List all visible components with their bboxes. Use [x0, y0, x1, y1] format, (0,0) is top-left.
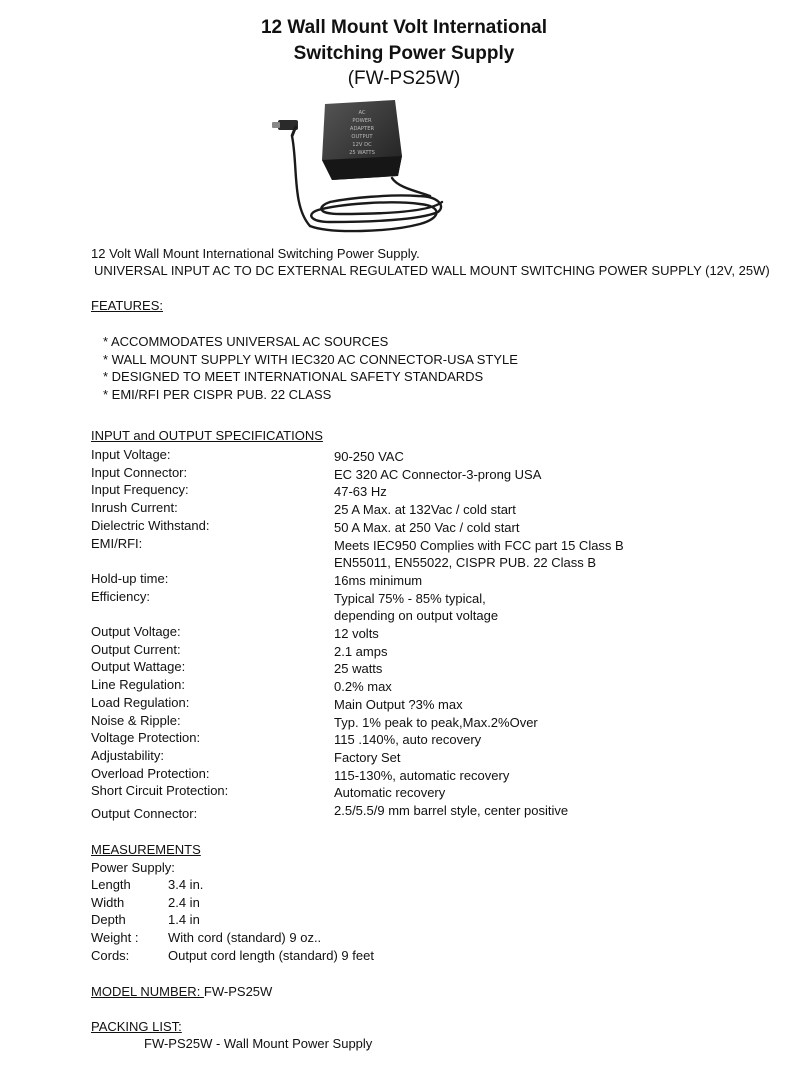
model-code-title: (FW-PS25W): [347, 68, 461, 89]
spec-value: 115-130%, automatic recovery: [334, 767, 510, 783]
spec-value: Main Output ?3% max: [334, 696, 463, 712]
spec-label: Voltage Protection:: [91, 730, 201, 746]
measurement-value: Output cord length (standard) 9 feet: [168, 947, 374, 963]
spec-label: Output Wattage:: [91, 659, 186, 675]
spec-value: 16ms minimum: [334, 572, 423, 588]
spec-value: Typ. 1% peak to peak,Max.2%Over: [334, 714, 538, 730]
adapter-label-text: ADAPTER: [349, 126, 375, 132]
spec-label: Dielectric Withstand:: [91, 517, 210, 533]
adapter-label-text: POWER: [352, 118, 372, 124]
spec-label: Input Connector:: [91, 464, 188, 480]
spec-label: Input Frequency:: [91, 482, 189, 498]
spec-label: Line Regulation:: [91, 677, 185, 693]
spec-label: Efficiency:: [91, 588, 151, 604]
features-heading: FEATURES:: [91, 298, 163, 313]
spec-value: 12 volts: [334, 626, 379, 641]
model-number-label: MODEL NUMBER:: [91, 984, 204, 999]
spec-value: 90-250 VAC: [334, 449, 404, 464]
measurement-value: 1.4 in: [168, 912, 200, 928]
intro-description: UNIVERSAL INPUT AC TO DC EXTERNAL REGULATED WALL MOUNT SWITCHING POWER SUPPLY (12V, 25W): [94, 263, 770, 278]
spec-label: EMI/RFI:: [91, 535, 143, 551]
spec-label: Noise & Ripple:: [91, 712, 181, 728]
adapter-label-text: AC: [358, 110, 366, 116]
packing-heading: PACKING LIST:: [91, 1019, 182, 1034]
spec-label: Output Voltage:: [91, 624, 181, 639]
spec-value: Meets IEC950 Complies with FCC part 15 Class B: [334, 537, 624, 553]
measurements-subheading: Power Supply:: [91, 860, 175, 875]
spec-value: 2.1 amps: [334, 643, 388, 659]
adapter-label-text: OUTPUT: [351, 134, 373, 140]
spec-value: Automatic recovery: [334, 785, 446, 801]
spec-label: Inrush Current:: [91, 500, 178, 516]
model-number: [91, 984, 272, 1000]
measurement-value: 3.4 in.: [168, 877, 204, 892]
power-adapter-image: [270, 96, 450, 236]
spec-value: 25 watts: [334, 661, 383, 677]
page-title-line2: Switching Power Supply: [293, 43, 515, 64]
feature-item: * ACCOMMODATES UNIVERSAL AC SOURCES: [103, 334, 389, 349]
measurement-label: Depth: [91, 912, 126, 928]
measurement-label: Width: [91, 894, 125, 910]
spec-value-cont: EN55011, EN55022, CISPR PUB. 22 Class B: [334, 555, 597, 571]
spec-label: Overload Protection:: [91, 765, 210, 781]
feature-item: * DESIGNED TO MEET INTERNATIONAL SAFETY STANDARDS: [103, 369, 484, 385]
spec-label: Hold-up time:: [91, 570, 169, 586]
specs-heading: INPUT and OUTPUT SPECIFICATIONS: [91, 428, 323, 443]
intro-line: 12 Volt Wall Mount International Switching Power Supply.: [91, 246, 420, 261]
adapter-label-text: 25 WATTS: [349, 150, 375, 156]
spec-label: Adjustability:: [91, 747, 164, 763]
measurement-label: Cords:: [91, 947, 130, 963]
spec-label: Output Connector:: [91, 806, 198, 821]
packing-item: FW-PS25W - Wall Mount Power Supply: [144, 1036, 373, 1051]
measurement-label: Weight :: [91, 930, 139, 946]
spec-value: 2.5/5.5/9 mm barrel style, center positive: [334, 803, 569, 818]
page-title: 12 Wall Mount Volt International: [260, 17, 548, 38]
spec-value: 0.2% max: [334, 679, 392, 695]
spec-label: Short Circuit Protection:: [91, 783, 229, 799]
spec-value: Factory Set: [334, 749, 401, 765]
feature-item: * EMI/RFI PER CISPR PUB. 22 CLASS: [103, 387, 332, 403]
spec-value: Typical 75% - 85% typical,: [334, 590, 486, 606]
measurement-value: With cord (standard) 9 oz..: [168, 930, 322, 946]
spec-label: Load Regulation:: [91, 694, 190, 710]
spec-value: 115 .140%, auto recovery: [334, 732, 482, 748]
spec-value: 50 A Max. at 250 Vac / cold start: [334, 519, 520, 535]
spec-value: 25 A Max. at 132Vac / cold start: [334, 502, 516, 518]
spec-value: 47-63 Hz: [334, 484, 387, 500]
measurements-heading: MEASUREMENTS: [91, 842, 201, 857]
spec-label: Output Current:: [91, 641, 181, 657]
spec-value: EC 320 AC Connector-3-prong USA: [334, 466, 542, 482]
spec-label: Input Voltage:: [91, 447, 171, 462]
measurement-label: Length: [91, 877, 131, 892]
model-number-value: FW-PS25W: [203, 984, 273, 999]
feature-item: * WALL MOUNT SUPPLY WITH IEC320 AC CONNECTOR-USA STYLE: [103, 351, 518, 367]
measurement-value: 2.4 in: [168, 894, 200, 910]
adapter-label-text: 12V DC: [352, 142, 372, 148]
spec-value-cont: depending on output voltage: [334, 608, 499, 624]
